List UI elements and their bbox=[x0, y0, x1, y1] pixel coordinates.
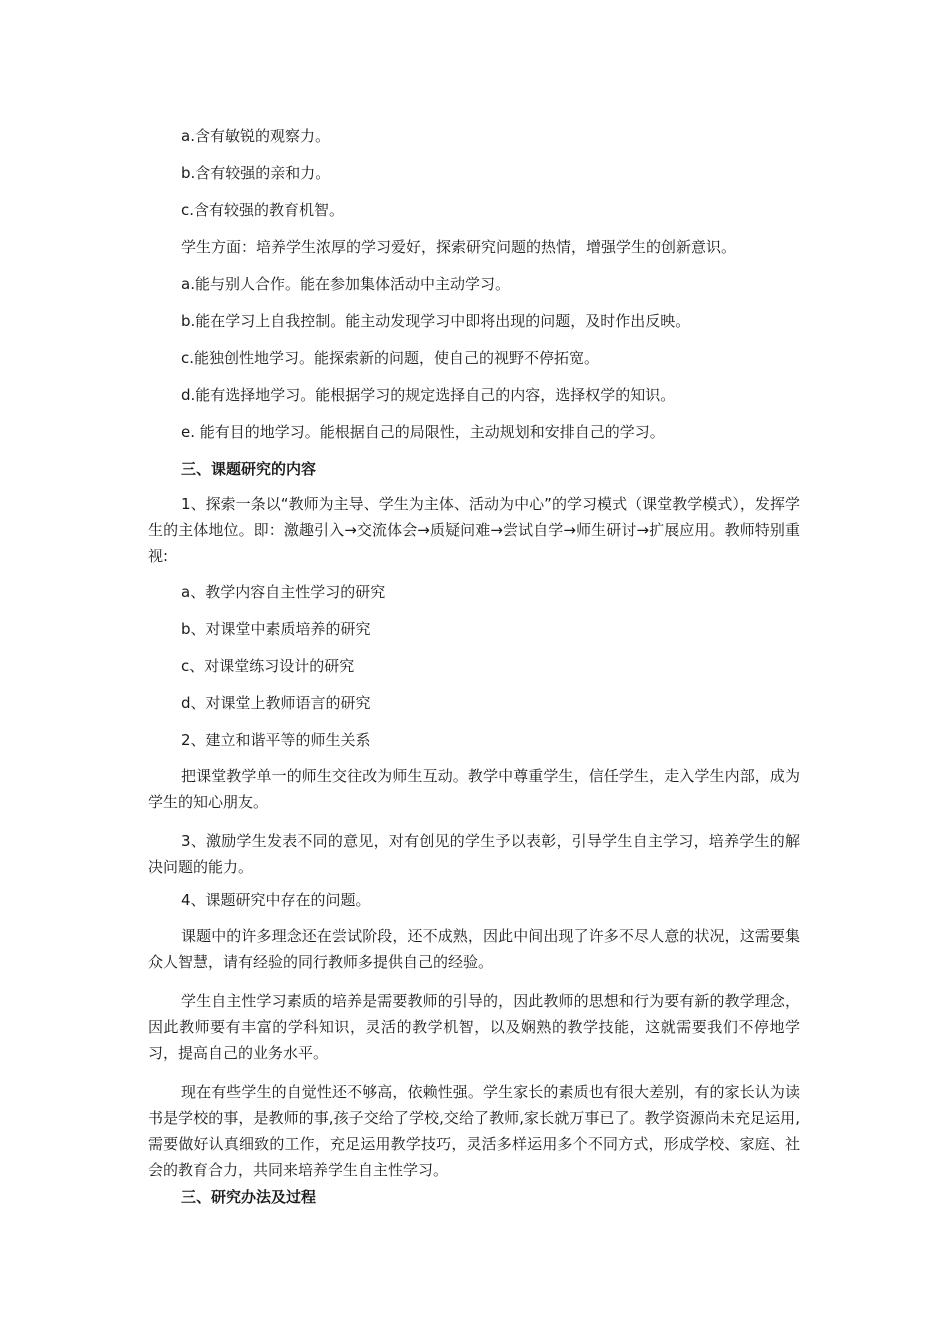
paragraph-self-control: b.能在学习上自我控制。能主动发现学习中即将出现的问题，及时作出反映。 bbox=[181, 312, 691, 330]
paragraph-creative: c.能独创性地学习。能探索新的问题，使自己的视野不停拓宽。 bbox=[181, 349, 600, 367]
paragraph-item-b: b、对课堂中素质培养的研究 bbox=[181, 620, 371, 638]
paragraph-learning-mode: 1、探索一条以“教师为主导、学生为主体、活动为中心”的学习模式（课堂教学模式），发挥学生的主体地位。即：激趣引入→交流体会→质疑问难→尝试自学→师生研讨→扩展应用。教师特别重视: bbox=[148, 495, 800, 565]
paragraph-encourage: 3、激励学生发表不同的意见，对有创见的学生予以表彰，引导学生自主学习，培养学生的解决问题的能力。 bbox=[148, 832, 800, 876]
paragraph-relationship: 2、建立和谐平等的师生关系 bbox=[181, 731, 371, 749]
paragraph-item-d: d、对课堂上教师语言的研究 bbox=[181, 694, 371, 712]
paragraph-interaction: 把课堂教学单一的师生交往改为师生互动。教学中尊重学生，信任学生，走入学生内部，成为学生的知心朋友。 bbox=[148, 767, 800, 811]
paragraph-student-aspect: 学生方面：培养学生浓厚的学习爱好，探索研究问题的热情，增强学生的创新意识。 bbox=[181, 238, 737, 256]
paragraph-purposeful: e. 能有目的地学习。能根据自己的局限性，主动规划和安排自己的学习。 bbox=[181, 423, 665, 441]
paragraph-item-c: c、对课堂练习设计的研究 bbox=[181, 657, 355, 675]
heading-research-methods: 三、研究办法及过程 bbox=[181, 1188, 317, 1206]
paragraph-wisdom: c.含有较强的教育机智。 bbox=[181, 201, 345, 219]
paragraph-cooperate: a.能与别人合作。能在参加集体活动中主动学习。 bbox=[181, 275, 510, 293]
paragraph-selective: d.能有选择地学习。能根据学习的规定选择自己的内容，选择权学的知识。 bbox=[181, 386, 676, 404]
paragraph-self-awareness: 现在有些学生的自觉性还不够高，依赖性强。学生家长的素质也有很大差别，有的家长认为读书是学校的事，是教师的事,孩子交给了学校,交给了教师,家长就万事已了。教学资源尚未充足运用,需要做好认真细致的工作，充足运用教学技巧，灵活多样运用多个不同方式，形成学校、家庭、社会的教育合力，共同来培养学生自主性学习。 bbox=[148, 1083, 800, 1179]
paragraph-affinity: b.含有较强的亲和力。 bbox=[181, 164, 331, 182]
paragraph-item-a: a、教学内容自主性学习的研究 bbox=[181, 583, 386, 601]
paragraph-problems: 4、课题研究中存在的问题。 bbox=[181, 891, 371, 909]
paragraph-teacher-guidance: 学生自主性学习素质的培养是需要教师的引导的，因此教师的思想和行为要有新的教学理念，因此教师要有丰富的学科知识，灵活的教学机智，以及娴熟的教学技能，这就需要我们不停地学习，提高自己的业务水平。 bbox=[148, 992, 800, 1062]
paragraph-observation: a.含有敏锐的观察力。 bbox=[181, 127, 330, 145]
paragraph-concepts: 课题中的许多理念还在尝试阶段，还不成熟，因此中间出现了许多不尽人意的状况，这需要集众人智慧，请有经验的同行教师多提供自己的经验。 bbox=[148, 927, 800, 971]
heading-research-content: 三、课题研究的内容 bbox=[181, 460, 317, 478]
